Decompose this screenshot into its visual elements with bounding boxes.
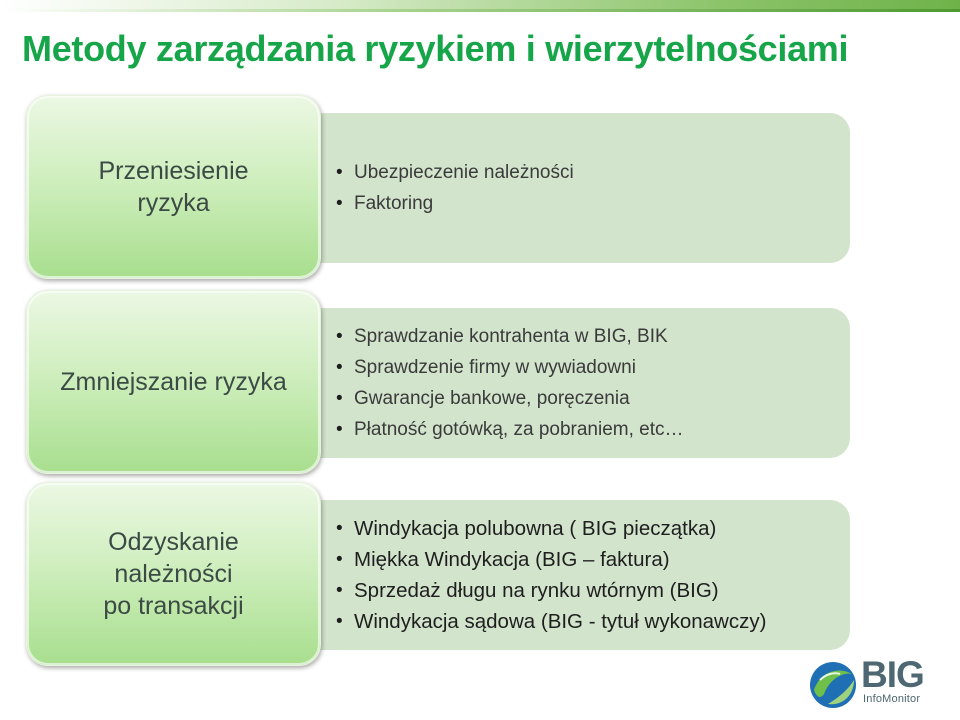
detail-box-debt-recovery — [300, 500, 850, 650]
key-box-risk-reduction — [26, 290, 321, 474]
key-label: Odzyskanie należności po transakcji — [103, 528, 244, 620]
detail-list — [354, 513, 850, 637]
detail-item: • Gwarancje bankowe, poręczenia — [354, 383, 850, 414]
key-label: Zmniejszanie ryzyka — [60, 368, 287, 396]
method-row-risk-transfer — [0, 95, 960, 285]
slide-title: Metody zarządzania ryzykiem i wierzytelnościami — [22, 28, 849, 69]
key-box-debt-recovery — [26, 482, 321, 666]
detail-item: • Faktoring — [354, 188, 850, 219]
logo-subtitle: InfoMonitor — [863, 693, 921, 705]
detail-item: • Płatność gotówką, za pobraniem, etc… — [354, 414, 850, 445]
detail-item: • Windykacja polubowna ( BIG pieczątka) — [354, 513, 850, 544]
detail-item: • Sprawdzenie firmy w wywiadowni — [354, 352, 850, 383]
method-row-risk-reduction — [0, 290, 960, 480]
detail-list — [354, 321, 850, 445]
top-decorative-band — [0, 0, 960, 12]
detail-item: • Sprawdzanie kontrahenta w BIG, BIK — [354, 321, 850, 352]
detail-box-risk-reduction — [300, 308, 850, 458]
logo-wordmark: BIG — [861, 654, 924, 695]
method-row-debt-recovery — [0, 482, 960, 672]
key-box-risk-transfer — [26, 95, 321, 279]
detail-list — [354, 157, 850, 219]
detail-item: • Miękka Windykacja (BIG – faktura) — [354, 544, 850, 575]
detail-item: • Sprzedaż długu na rynku wtórnym (BIG) — [354, 575, 850, 606]
detail-item: • Ubezpieczenie należności — [354, 157, 850, 188]
detail-item: • Windykacja sądowa (BIG - tytuł wykonawczy) — [354, 606, 850, 637]
big-infomonitor-logo — [808, 654, 928, 710]
globe-icon — [808, 660, 858, 710]
detail-box-risk-transfer — [300, 113, 850, 263]
key-label: Przeniesienie ryzyka — [98, 157, 249, 217]
